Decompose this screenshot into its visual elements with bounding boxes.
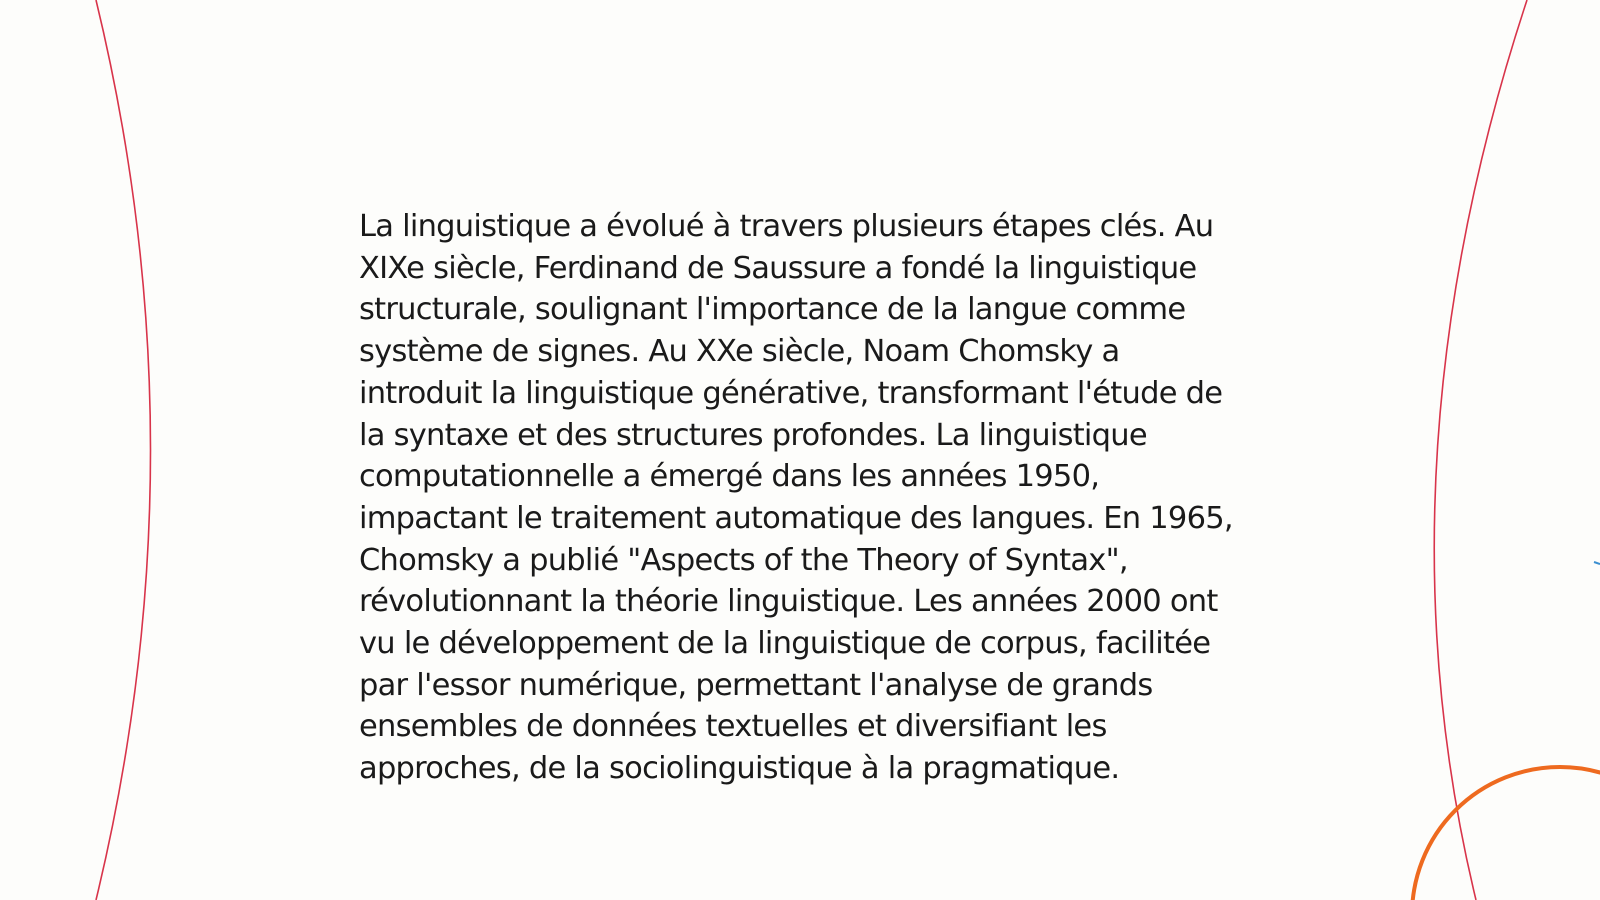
orange-circle-arc [1412,767,1600,900]
slide-body-text: La linguistique a évolué à travers plusieurs étapes clés. Au XIXe siècle, Ferdinand de Saussure a fondé la linguistique structurale, soulignant l'importance de la langue comme système de signes. Au XXe siècle, Noam Chomsky a introduit la linguistique générative, transformant l'étude de la syntaxe et des structures profondes. La linguistique computationnelle a émergé dans les années 1950, impactant le traitement automatique des langues. En 1965, Chomsky a publié "Aspects of the Theory of Syntax", révolutionnant la théorie linguistique. Les années 2000 ont vu le développement de la linguistique de corpus, facilitée par l'essor numérique, permettant l'analyse de grands ensembles de données textuelles et diversifiant les approches, de la sociolinguistique à la pragmatique. [359,209,1233,787]
blue-accent-mark [1594,562,1600,564]
left-red-arc [96,0,151,900]
right-red-arc [1434,0,1527,900]
